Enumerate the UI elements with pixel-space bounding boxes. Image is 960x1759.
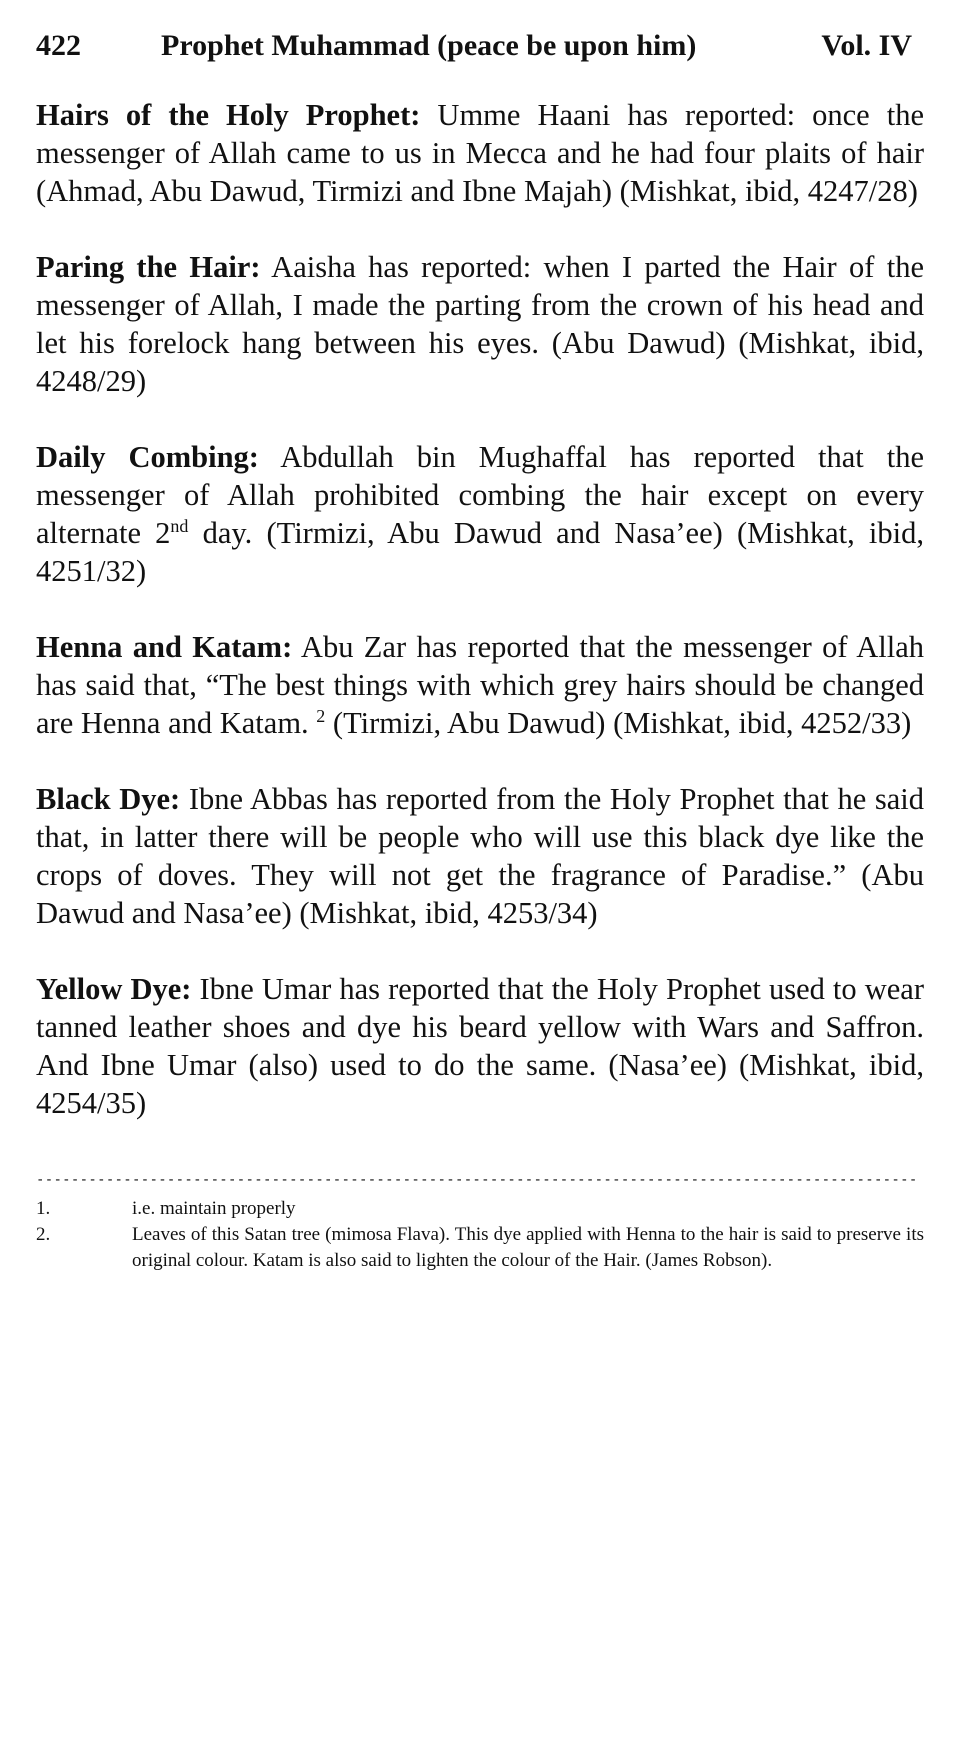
paragraph-text: Abu Zar has reported that the messenger of Allah has said that, “The best things with which grey hairs should be changed are Henna and Katam.: [36, 630, 924, 740]
paragraph-text-continued: (Tirmizi, Abu Dawud) (Mishkat, ibid, 4252/33): [325, 706, 912, 740]
paragraph-heading: Paring the Hair:: [36, 250, 261, 284]
footnote-text: i.e. maintain properly: [132, 1198, 296, 1219]
footnote-separator: -----------------------------------------------------------------------------------------------------: [36, 1172, 918, 1188]
paragraph-heading: Daily Combing:: [36, 440, 259, 474]
paragraph-text: Umme Haani has reported: once the messenger of Allah came to us in Mecca and he had four plaits of hair (Ahmad, Abu Dawud, Tirmizi and Ibne Majah) (Mishkat, ibid, 4247/28): [36, 98, 924, 208]
running-title: Prophet Muhammad (peace be upon him): [161, 29, 697, 62]
paragraph-combing: [36, 438, 924, 590]
paragraph-yellow-dye: [36, 970, 924, 1122]
paragraph-text: Abdullah bin Mughaffal has reported that the messenger of Allah prohibited combing the hair except on every alternate 2: [36, 440, 924, 550]
page-header: [36, 26, 924, 66]
paragraph-heading: Black Dye:: [36, 782, 181, 816]
volume-label: Vol. IV: [821, 29, 912, 62]
paragraph-text-continued: day. (Tirmizi, Abu Dawud and Nasa’ee) (Mishkat, ibid, 4251/32): [36, 516, 924, 588]
footnote-text: Leaves of this Satan tree (mimosa Flava). This dye applied with Henna to the hair is said to preserve its original colour. Katam is also said to lighten the colour of the Hair. (James Robson).: [132, 1224, 924, 1271]
footnote-item: [36, 1222, 924, 1274]
page-number: 422: [36, 29, 81, 62]
footnotes: [36, 1196, 924, 1274]
paragraph-black-dye: [36, 780, 924, 932]
superscript: nd: [170, 515, 189, 536]
paragraph-heading: Yellow Dye:: [36, 972, 192, 1006]
paragraph-text: Ibne Umar has reported that the Holy Prophet used to wear tanned leather shoes and dye his beard yellow with Wars and Saffron. And Ibne Umar (also) used to do the same. (Nasa’ee) (Mishkat, ibid, 4254/35): [36, 972, 924, 1120]
paragraph-text: Aaisha has reported: when I parted the Hair of the messenger of Allah, I made the parting from the crown of his head and let his forelock hang between his eyes. (Abu Dawud) (Mishkat, ibid, 4248/29): [36, 250, 924, 398]
paragraph-heading: Henna and Katam:: [36, 630, 293, 664]
paragraph-hairs: [36, 96, 924, 210]
paragraph-heading: Hairs of the Holy Prophet:: [36, 98, 421, 132]
book-page: [36, 26, 924, 1274]
footnote-number: 1.: [36, 1198, 51, 1219]
footnote-number: 2.: [36, 1224, 51, 1245]
footnote-item: [36, 1196, 924, 1222]
footnote-reference[interactable]: 2: [316, 705, 326, 726]
paragraph-henna: [36, 628, 924, 742]
paragraph-paring: [36, 248, 924, 400]
paragraph-text: Ibne Abbas has reported from the Holy Prophet that he said that, in latter there will be people who will use this black dye like the crops of doves. They will not get the fragrance of Paradise.” (Abu Dawud and Nasa’ee) (Mishkat, ibid, 4253/34): [36, 782, 925, 930]
